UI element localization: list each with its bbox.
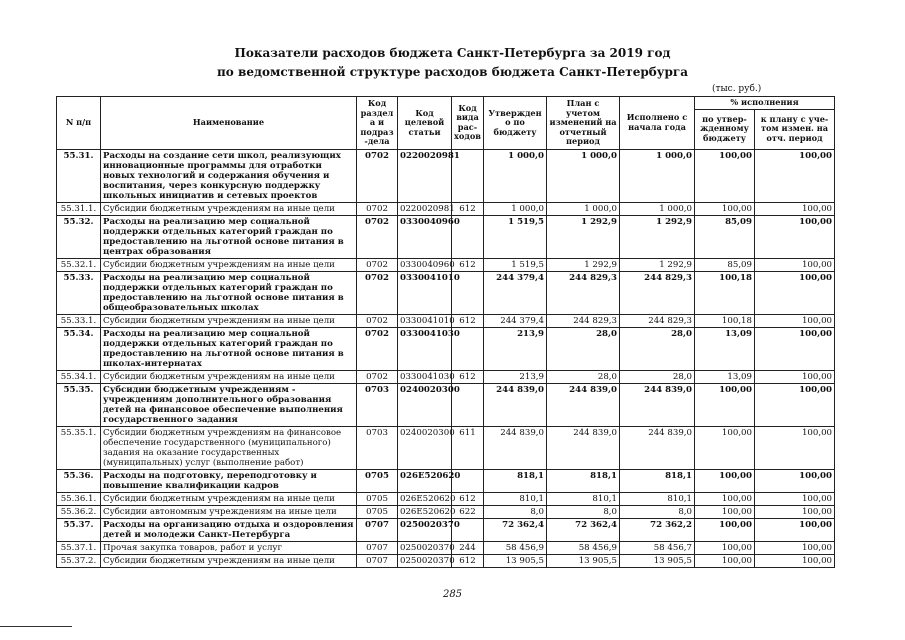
row-section-cell: 0707 xyxy=(357,518,398,541)
row-plan-cell: 244 839,0 xyxy=(547,426,620,469)
row-name-cell: Расходы на реализацию мер социальной поддержки отдельных категорий граждан по предоставлению на льготной основе питания в общеобразовательных школах xyxy=(101,271,357,314)
row-pct-plan-cell: 100,00 xyxy=(755,149,835,202)
table-row xyxy=(57,469,835,492)
row-approved-cell: 244 379,4 xyxy=(484,314,547,327)
row-num-cell: 55.35. xyxy=(57,383,101,426)
row-section-cell: 0705 xyxy=(357,469,398,492)
row-kind-cell: 612 xyxy=(452,202,484,215)
row-pct-plan-cell: 100,00 xyxy=(755,518,835,541)
table-row xyxy=(57,370,835,383)
row-pct-plan-cell: 100,00 xyxy=(755,215,835,258)
row-target-cell: 0250020370 xyxy=(398,554,452,567)
row-pct-approved-cell: 100,00 xyxy=(695,469,755,492)
col-header-approved: Утверждено по бюджету xyxy=(484,97,547,150)
row-name-cell: Субсидии бюджетным учреждениям на иные цели xyxy=(101,370,357,383)
row-num-cell: 55.31.1. xyxy=(57,202,101,215)
row-name-cell: Субсидии бюджетным учреждениям на иные цели xyxy=(101,202,357,215)
row-target-cell: 0250020370 xyxy=(398,541,452,554)
row-approved-cell: 8,0 xyxy=(484,505,547,518)
row-section-cell: 0707 xyxy=(357,554,398,567)
col-header-pct-approved: по утвер-жденному бюджету xyxy=(695,109,755,149)
row-plan-cell: 818,1 xyxy=(547,469,620,492)
row-num-cell: 55.36.1. xyxy=(57,492,101,505)
row-section-cell: 0705 xyxy=(357,505,398,518)
row-num-cell: 55.32. xyxy=(57,215,101,258)
row-executed-cell: 244 839,0 xyxy=(620,383,695,426)
row-plan-cell: 28,0 xyxy=(547,327,620,370)
row-num-cell: 55.36.2. xyxy=(57,505,101,518)
row-plan-cell: 244 829,3 xyxy=(547,271,620,314)
row-plan-cell: 72 362,4 xyxy=(547,518,620,541)
table-row xyxy=(57,426,835,469)
row-pct-approved-cell: 13,09 xyxy=(695,327,755,370)
row-approved-cell: 1 000,0 xyxy=(484,202,547,215)
row-name-cell: Субсидии бюджетным учреждениям на иные цели xyxy=(101,314,357,327)
row-approved-cell: 1 519,5 xyxy=(484,258,547,271)
table-row xyxy=(57,541,835,554)
row-target-cell: 026Е520620 xyxy=(398,492,452,505)
row-plan-cell: 810,1 xyxy=(547,492,620,505)
row-executed-cell: 244 839,0 xyxy=(620,426,695,469)
row-name-cell: Субсидии бюджетным учреждениям на иные цели xyxy=(101,258,357,271)
row-name-cell: Субсидии бюджетным учреждениям на иные цели xyxy=(101,554,357,567)
row-pct-plan-cell: 100,00 xyxy=(755,370,835,383)
row-target-cell: 0240020300 xyxy=(398,383,452,426)
row-target-cell: 0330041030 xyxy=(398,370,452,383)
row-name-cell: Расходы на подготовку, переподготовку и повышение квалификации кадров xyxy=(101,469,357,492)
col-header-pct-group: % исполнения xyxy=(695,97,835,110)
row-approved-cell: 13 905,5 xyxy=(484,554,547,567)
row-pct-plan-cell: 100,00 xyxy=(755,426,835,469)
row-pct-plan-cell: 100,00 xyxy=(755,327,835,370)
row-name-cell: Расходы на создание сети школ, реализующих инновационные программы для отработки новых технологий и содержания обучения и воспитания, через конкурсную поддержку школьных инициатив и сетевых проектов xyxy=(101,149,357,202)
row-section-cell: 0702 xyxy=(357,314,398,327)
row-pct-plan-cell: 100,00 xyxy=(755,505,835,518)
table-row xyxy=(57,327,835,370)
row-pct-approved-cell: 100,00 xyxy=(695,492,755,505)
row-pct-approved-cell: 85,09 xyxy=(695,215,755,258)
row-approved-cell: 72 362,4 xyxy=(484,518,547,541)
row-pct-plan-cell: 100,00 xyxy=(755,469,835,492)
table-row xyxy=(57,258,835,271)
row-name-cell: Расходы на реализацию мер социальной поддержки отдельных категорий граждан по предоставлению на льготной основе питания в школах-интернатах xyxy=(101,327,357,370)
expense-table xyxy=(56,96,835,568)
row-approved-cell: 1 519,5 xyxy=(484,215,547,258)
row-name-cell: Субсидии бюджетным учреждениям - учреждениям дополнительного образования детей на финансовое обеспечение выполнения государственного задания xyxy=(101,383,357,426)
row-pct-approved-cell: 13,09 xyxy=(695,370,755,383)
row-target-cell: 0330041030 xyxy=(398,327,452,370)
row-plan-cell: 8,0 xyxy=(547,505,620,518)
row-target-cell: 0220020981 xyxy=(398,202,452,215)
row-num-cell: 55.32.1. xyxy=(57,258,101,271)
row-name-cell: Субсидии бюджетным учреждениям на иные цели xyxy=(101,492,357,505)
row-target-cell: 0220020981 xyxy=(398,149,452,202)
row-executed-cell: 28,0 xyxy=(620,370,695,383)
table-row xyxy=(57,505,835,518)
row-executed-cell: 1 000,0 xyxy=(620,202,695,215)
row-plan-cell: 1 292,9 xyxy=(547,258,620,271)
row-num-cell: 55.35.1. xyxy=(57,426,101,469)
col-header-pct-plan: к плану с уче-том измен. на отч. период xyxy=(755,109,835,149)
row-executed-cell: 1 000,0 xyxy=(620,149,695,202)
row-plan-cell: 13 905,5 xyxy=(547,554,620,567)
row-executed-cell: 818,1 xyxy=(620,469,695,492)
row-pct-plan-cell: 100,00 xyxy=(755,314,835,327)
row-plan-cell: 244 839,0 xyxy=(547,383,620,426)
row-num-cell: 55.36. xyxy=(57,469,101,492)
row-pct-approved-cell: 100,00 xyxy=(695,541,755,554)
row-pct-approved-cell: 100,00 xyxy=(695,518,755,541)
row-plan-cell: 58 456,9 xyxy=(547,541,620,554)
unit-label: (тыс. руб.) xyxy=(712,84,762,94)
row-approved-cell: 244 839,0 xyxy=(484,426,547,469)
title-line-2: по ведомственной структуре расходов бюджета Санкт-Петербурга xyxy=(217,65,688,79)
row-executed-cell: 810,1 xyxy=(620,492,695,505)
row-executed-cell: 28,0 xyxy=(620,327,695,370)
table-row xyxy=(57,383,835,426)
row-pct-approved-cell: 100,00 xyxy=(695,505,755,518)
row-executed-cell: 72 362,2 xyxy=(620,518,695,541)
row-section-cell: 0702 xyxy=(357,215,398,258)
row-num-cell: 55.34. xyxy=(57,327,101,370)
row-plan-cell: 244 829,3 xyxy=(547,314,620,327)
row-pct-approved-cell: 100,00 xyxy=(695,383,755,426)
row-target-cell: 0240020300 xyxy=(398,426,452,469)
row-section-cell: 0705 xyxy=(357,492,398,505)
row-executed-cell: 8,0 xyxy=(620,505,695,518)
row-approved-cell: 213,9 xyxy=(484,370,547,383)
row-pct-approved-cell: 100,00 xyxy=(695,202,755,215)
row-name-cell: Субсидии бюджетным учреждениям на финансовое обеспечение государственного (муниципального) задания на оказание государственных (муниципальных) услуг (выполнение работ) xyxy=(101,426,357,469)
row-approved-cell: 1 000,0 xyxy=(484,149,547,202)
row-approved-cell: 818,1 xyxy=(484,469,547,492)
table-row xyxy=(57,202,835,215)
row-pct-approved-cell: 100,18 xyxy=(695,271,755,314)
row-pct-approved-cell: 85,09 xyxy=(695,258,755,271)
table-row xyxy=(57,271,835,314)
col-header-target: Код целевой статьи xyxy=(398,97,452,150)
row-section-cell: 0703 xyxy=(357,383,398,426)
col-header-plan: План с учетом изменений на отчетный период xyxy=(547,97,620,150)
table-row xyxy=(57,314,835,327)
row-executed-cell: 13 905,5 xyxy=(620,554,695,567)
row-name-cell: Субсидии автономным учреждениям на иные цели xyxy=(101,505,357,518)
row-kind-cell: 612 xyxy=(452,314,484,327)
row-num-cell: 55.37. xyxy=(57,518,101,541)
row-num-cell: 55.37.1. xyxy=(57,541,101,554)
row-target-cell: 0330040960 xyxy=(398,258,452,271)
row-kind-cell: 612 xyxy=(452,370,484,383)
row-approved-cell: 213,9 xyxy=(484,327,547,370)
row-target-cell: 0330041010 xyxy=(398,271,452,314)
row-num-cell: 55.33. xyxy=(57,271,101,314)
table-row xyxy=(57,149,835,202)
row-plan-cell: 1 292,9 xyxy=(547,215,620,258)
row-section-cell: 0707 xyxy=(357,541,398,554)
row-target-cell: 0330040960 xyxy=(398,215,452,258)
row-target-cell: 0330041010 xyxy=(398,314,452,327)
title-line-1: Показатели расходов бюджета Санкт-Петербурга за 2019 год xyxy=(234,46,671,60)
row-kind-cell: 622 xyxy=(452,505,484,518)
row-approved-cell: 244 379,4 xyxy=(484,271,547,314)
row-executed-cell: 244 829,3 xyxy=(620,314,695,327)
row-section-cell: 0702 xyxy=(357,202,398,215)
row-approved-cell: 244 839,0 xyxy=(484,383,547,426)
table-row xyxy=(57,518,835,541)
row-num-cell: 55.31. xyxy=(57,149,101,202)
row-pct-plan-cell: 100,00 xyxy=(755,492,835,505)
row-plan-cell: 1 000,0 xyxy=(547,149,620,202)
row-kind-cell: 612 xyxy=(452,492,484,505)
row-kind-cell: 612 xyxy=(452,554,484,567)
row-kind-cell: 244 xyxy=(452,541,484,554)
col-header-section: Код раздела и подраз-дела xyxy=(357,97,398,150)
row-plan-cell: 28,0 xyxy=(547,370,620,383)
row-pct-approved-cell: 100,00 xyxy=(695,149,755,202)
col-header-name: Наименование xyxy=(101,97,357,150)
row-section-cell: 0702 xyxy=(357,149,398,202)
row-pct-approved-cell: 100,00 xyxy=(695,554,755,567)
row-target-cell: 0250020370 xyxy=(398,518,452,541)
row-kind-cell: 611 xyxy=(452,426,484,469)
row-plan-cell: 1 000,0 xyxy=(547,202,620,215)
row-executed-cell: 1 292,9 xyxy=(620,215,695,258)
row-approved-cell: 58 456,9 xyxy=(484,541,547,554)
row-pct-plan-cell: 100,00 xyxy=(755,541,835,554)
row-section-cell: 0702 xyxy=(357,327,398,370)
row-section-cell: 0702 xyxy=(357,258,398,271)
col-header-executed: Исполнено с начала года xyxy=(620,97,695,150)
row-pct-approved-cell: 100,18 xyxy=(695,314,755,327)
row-num-cell: 55.34.1. xyxy=(57,370,101,383)
row-num-cell: 55.33.1. xyxy=(57,314,101,327)
row-name-cell: Прочая закупка товаров, работ и услуг xyxy=(101,541,357,554)
row-num-cell: 55.37.2. xyxy=(57,554,101,567)
row-section-cell: 0702 xyxy=(357,370,398,383)
row-pct-approved-cell: 100,00 xyxy=(695,426,755,469)
page-number: 285 xyxy=(442,589,463,600)
row-executed-cell: 58 456,7 xyxy=(620,541,695,554)
row-section-cell: 0703 xyxy=(357,426,398,469)
row-pct-plan-cell: 100,00 xyxy=(755,271,835,314)
row-executed-cell: 244 829,3 xyxy=(620,271,695,314)
table-row xyxy=(57,215,835,258)
row-pct-plan-cell: 100,00 xyxy=(755,258,835,271)
row-name-cell: Расходы на реализацию мер социальной поддержки отдельных категорий граждан по предоставлению на льготной основе питания в центрах образования xyxy=(101,215,357,258)
col-header-kind: Код вида рас-ходов xyxy=(452,97,484,150)
row-approved-cell: 810,1 xyxy=(484,492,547,505)
row-pct-plan-cell: 100,00 xyxy=(755,202,835,215)
document-title xyxy=(0,44,905,82)
row-pct-plan-cell: 100,00 xyxy=(755,383,835,426)
row-section-cell: 0702 xyxy=(357,271,398,314)
footnote-divider xyxy=(0,626,72,627)
row-executed-cell: 1 292,9 xyxy=(620,258,695,271)
table-row xyxy=(57,492,835,505)
col-header-num: N п/п xyxy=(57,97,101,150)
row-pct-plan-cell: 100,00 xyxy=(755,554,835,567)
row-target-cell: 026Е520620 xyxy=(398,469,452,492)
row-name-cell: Расходы на организацию отдыха и оздоровления детей и молодежи Санкт-Петербурга xyxy=(101,518,357,541)
row-target-cell: 026Е520620 xyxy=(398,505,452,518)
row-kind-cell: 612 xyxy=(452,258,484,271)
table-row xyxy=(57,554,835,567)
